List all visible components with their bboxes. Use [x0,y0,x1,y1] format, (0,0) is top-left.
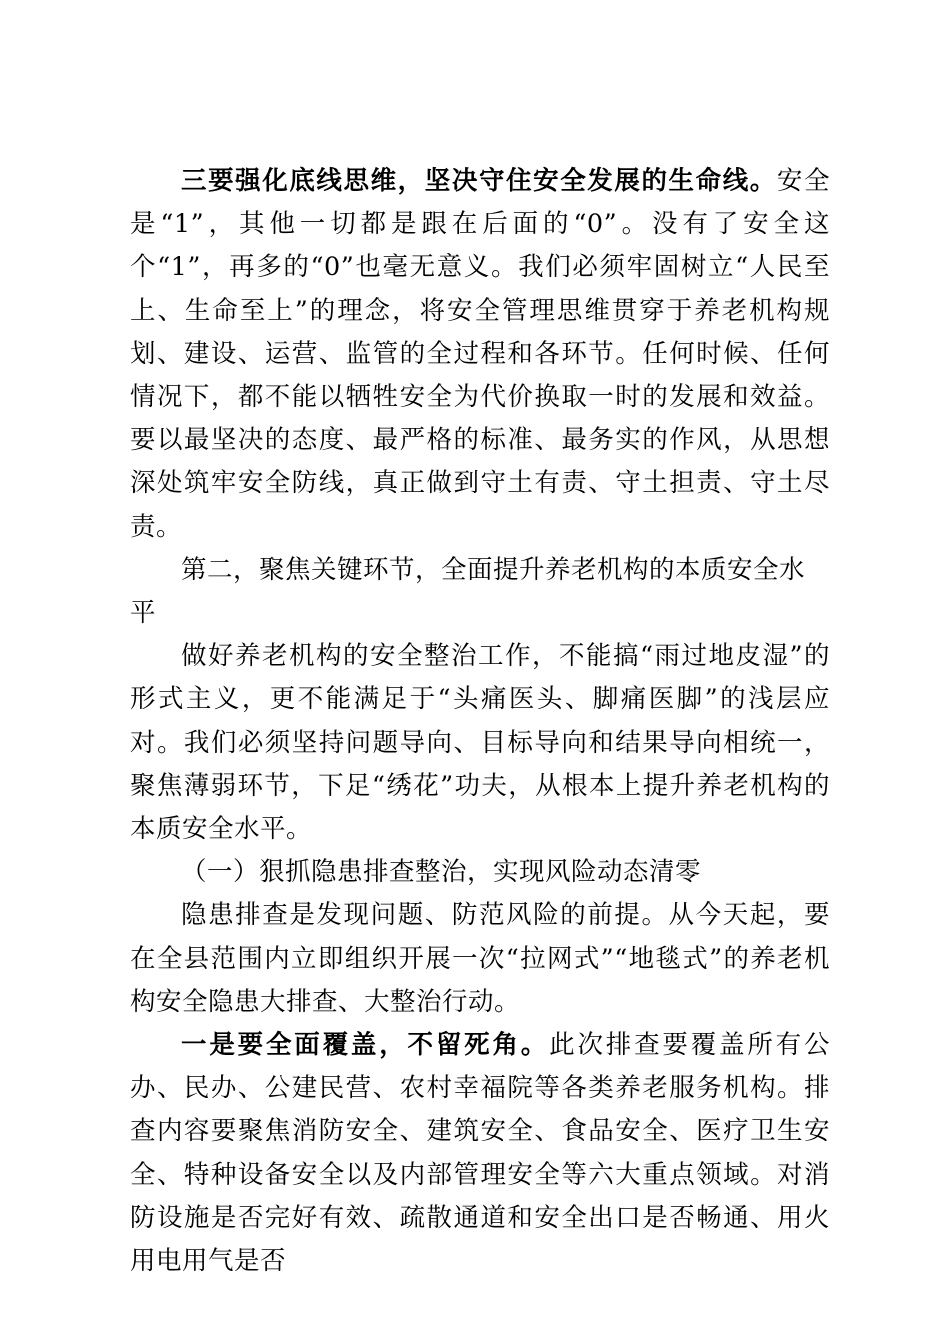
section-heading-second: 第二，聚焦关键环节，全面提升养老机构的本质安全水平 [130,554,806,629]
paragraph-safety-rectification: 做好养老机构的安全整治工作，不能搞“雨过地皮湿”的形式主义，更不能满足于“头痛医头、脚痛医脚”的浅层应对。我们必须坚持问题导向、目标导向和结果导向相统一，聚焦薄弱环节，下足“绣花”功夫，从根本上提升养老机构的本质安全水平。 [130,641,830,845]
document-body [130,160,830,1283]
paragraph-text: 安全是“1”，其他一切都是跟在后面的“0”。没有了安全这个“1”，再多的“0”也毫无意义。我们必须牢固树立“人民至上、生命至上”的理念，将安全管理思维贯穿于养老机构规划、建设、运营、监管的全过程和各环节。任何时候、任何情况下，都不能以牺牲安全为代价换取一时的发展和效益。要以最坚决的态度、最严格的标准、最务实的作风，从思想深处筑牢安全防线，真正做到守土有责、守土担责、守土尽责。 [130,166,830,542]
paragraph-lead-bold: 三要强化底线思维，坚决守住安全发展的生命线。 [181,166,777,196]
paragraph-lead-bold: 一是要全面覆盖，不留死角。 [181,1030,550,1061]
subsection-heading-hazard-check: （一）狠抓隐患排查整治，实现风险动态清零 [181,857,702,888]
paragraph-full-coverage [130,1024,830,1283]
paragraph-hazard-investigation: 隐患排查是发现问题、防范风险的前提。从今天起，要在全县范围内立即组织开展一次“拉网式”“地毯式”的养老机构安全隐患大排查、大整治行动。 [130,900,830,1017]
paragraph-text: 此次排查要覆盖所有公办、民办、公建民营、农村幸福院等各类养老服务机构。排查内容要聚焦消防安全、建筑安全、食品安全、医疗卫生安全、特种设备安全以及内部管理安全等六大重点领域。对消防设施是否完好有效、疏散通道和安全出口是否畅通、用火用电用气是否 [130,1030,830,1277]
paragraph-bottom-line-thinking [130,160,830,549]
